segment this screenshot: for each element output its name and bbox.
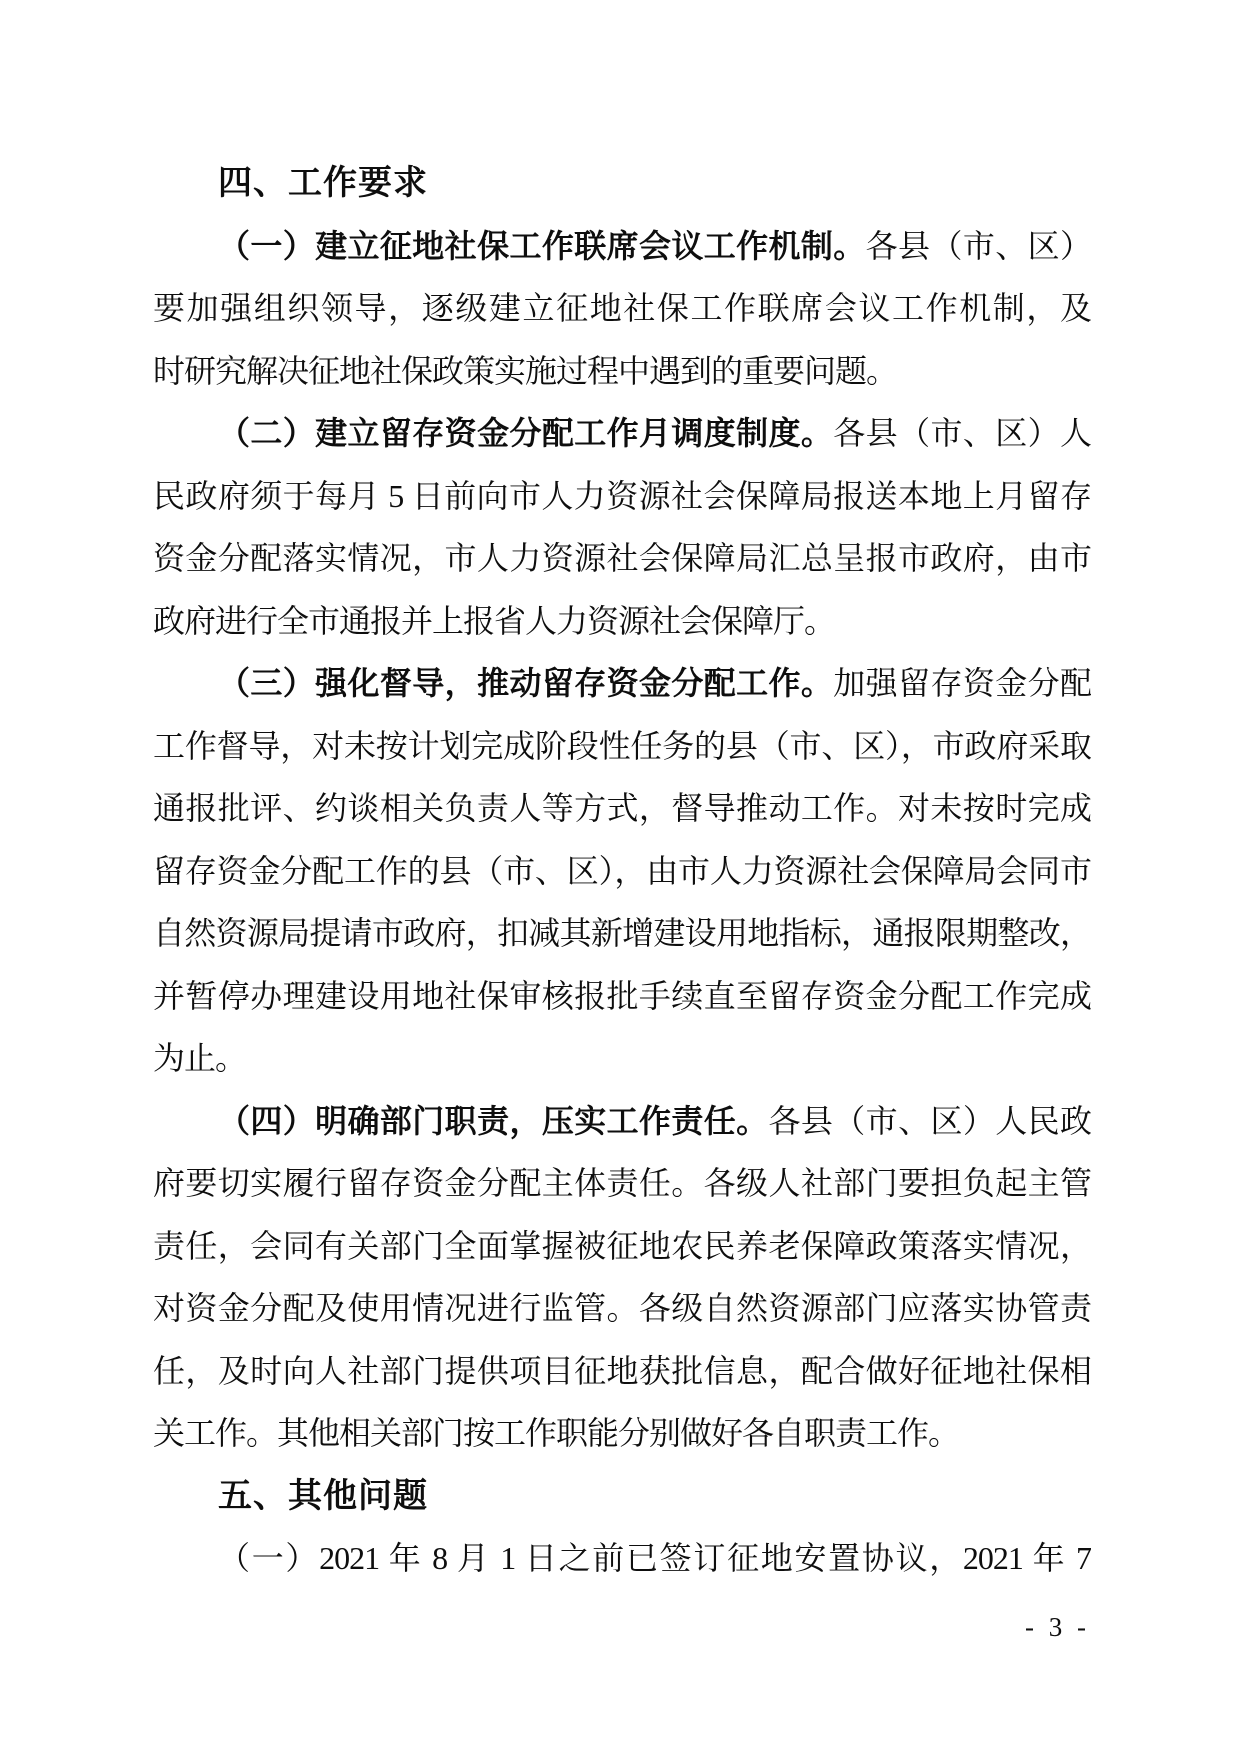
text-line [153,590,1091,653]
text-line [153,277,1091,340]
line-text: 各县（市、区）人 [833,415,1091,451]
text-line [153,1277,1091,1340]
bold-lead: （二）建立留存资金分配工作月调度制度。 [218,415,834,451]
heading-text: 五、其他问题 [218,1476,428,1515]
section-heading-4 [153,152,1091,215]
bold-lead: （四）明确部门职责，压实工作责任。 [218,1102,769,1139]
text-line [153,215,1091,278]
line-text: 各县（市、区） [865,227,1091,264]
line-text: 要加强组织领导，逐级建立征地社保工作联席会议工作机制，及 [153,290,1091,326]
line-text: 加强留存资金分配 [833,665,1091,701]
bold-lead: （三）强化督导，推动留存资金分配工作。 [218,665,834,701]
line-text: 资金分配落实情况，市人力资源社会保障局汇总呈报市政府，由市 [153,540,1091,576]
line-text: 府要切实履行留存资金分配主体责任。各级人社部门要担负起主管 [153,1165,1091,1201]
text-line [153,1340,1091,1403]
line-text: 自然资源局提请市政府，扣减其新增建设用地指标，通报限期整改， [153,915,1091,951]
text-line [153,1152,1091,1215]
line-text: 民政府须于每月 5 日前向市人力资源社会保障局报送本地上月留存 [153,477,1091,514]
line-text: 政府进行全市通报并上报省人力资源社会保障厅。 [153,602,836,639]
text-line [153,1090,1091,1153]
line-text: 留存资金分配工作的县（市、区），由市人力资源社会保障局会同市 [153,852,1091,889]
line-text: 任，及时向人社部门提供项目征地获批信息，配合做好征地社保相 [153,1352,1091,1389]
text-line [153,1402,1091,1465]
heading-text: 四、工作要求 [218,164,428,202]
text-line [153,1215,1091,1278]
text-line [153,840,1091,903]
line-text: 责任，会同有关部门全面掌握被征地农民养老保障政策落实情况， [153,1227,1091,1264]
document-body [153,152,1091,1590]
line-text: （一）2021 年 8 月 1 日之前已签订征地安置协议，2021 年 7 [218,1540,1091,1576]
line-text: 时研究解决征地社保政策实施过程中遇到的重要问题。 [153,352,898,389]
line-text: 各县（市、区）人民政 [768,1102,1091,1139]
text-line [153,527,1091,590]
section-heading-5 [153,1465,1091,1528]
text-line [153,652,1091,715]
bold-lead: （一）建立征地社保工作联席会议工作机制。 [218,227,866,264]
line-text: 关工作。其他相关部门按工作职能分别做好各自职责工作。 [153,1415,960,1451]
text-line [153,340,1091,403]
text-line [153,1027,1091,1090]
text-line [153,715,1091,778]
page-number: - 3 - [1025,1612,1090,1642]
text-line [153,465,1091,528]
line-text: 为止。 [153,1040,247,1076]
text-line [153,902,1091,965]
text-line [153,402,1091,465]
line-text: 通报批评、约谈相关负责人等方式，督导推动工作。对未按时完成 [153,790,1091,826]
text-line [153,777,1091,840]
text-line [153,1527,1091,1590]
line-text: 工作督导，对未按计划完成阶段性任务的县（市、区），市政府采取 [153,727,1091,764]
line-text: 对资金分配及使用情况进行监管。各级自然资源部门应落实协管责 [153,1290,1091,1326]
text-line [153,965,1091,1028]
line-text: 并暂停办理建设用地社保审核报批手续直至留存资金分配工作完成 [153,977,1091,1014]
